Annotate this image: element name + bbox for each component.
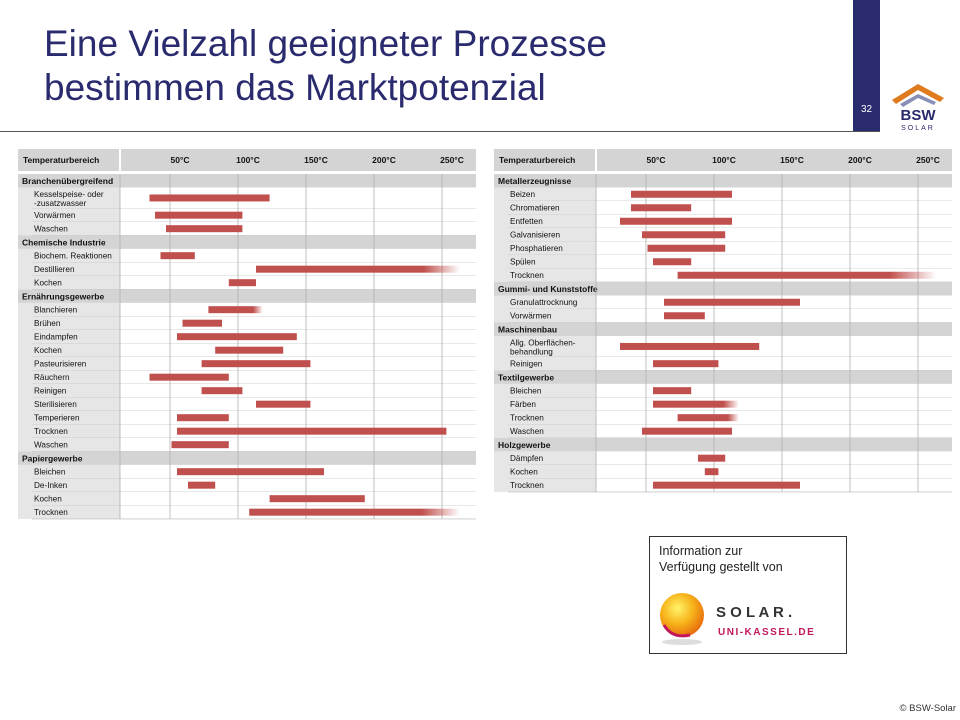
chart-row-label: Chromatieren (510, 203, 560, 213)
chart-row-label: Kochen (34, 494, 62, 504)
chart-range-bar (678, 272, 936, 279)
chart-row-bg (596, 357, 952, 371)
chart-row-label: Dämpfen (510, 453, 544, 463)
chart-range-bar (631, 204, 691, 211)
chart-range-bar (215, 347, 283, 354)
chart-row-label: Vorwärmen (34, 210, 76, 220)
chart-row-bg (120, 276, 476, 290)
sun-shadow-icon (662, 639, 702, 645)
chart-row-bg (120, 330, 476, 344)
chart-header-label: Temperaturbereich (499, 155, 576, 165)
chart-row-bg (596, 451, 952, 465)
chart-tick-label: 50°C (170, 155, 190, 165)
chart-row-bg (596, 384, 952, 398)
chart-range-bar (249, 509, 460, 516)
chart-row-label: Destillieren (34, 264, 75, 274)
chart-range-bar (172, 441, 229, 448)
chart-tick-label: 150°C (304, 155, 328, 165)
chart-range-bar (642, 428, 732, 435)
chart-range-bar (620, 343, 759, 350)
chart-row-label: Eindampfen (34, 332, 78, 342)
solar-logo-text: S O L A R . (716, 604, 793, 621)
chart-row-label: Kochen (34, 278, 62, 288)
chart-row-label: Granulattrocknung (510, 298, 578, 307)
chart-row-label: Blanchieren (34, 305, 78, 315)
chart-row-label: De-Inken (34, 480, 68, 490)
chart-range-bar (150, 194, 270, 201)
chart-tick-label: 200°C (848, 155, 872, 165)
chart-range-bar (653, 258, 691, 265)
chart-row-label: Trocknen (510, 271, 544, 280)
process-temperature-chart-left (18, 149, 476, 521)
chart-row-bg (120, 303, 476, 317)
chart-range-bar (150, 374, 229, 381)
slide-title (44, 22, 834, 110)
solar-logo-subtext: UNI-KASSEL.DE (718, 627, 816, 638)
chart-range-bar (183, 320, 223, 327)
chart-row-label: Trocknen (510, 413, 544, 423)
chart-range-bar (177, 414, 229, 421)
chart-range-bar (664, 299, 800, 306)
chart-tick-label: 100°C (712, 155, 736, 165)
chart-row-bg (596, 309, 952, 323)
chart-row-label: Waschen (34, 224, 68, 234)
chart-group-label: Metallerzeugnisse (498, 176, 572, 186)
chart-row-label: Vorwärmen (510, 311, 552, 321)
chart-row-label: Spülen (510, 257, 536, 267)
chart-row-label: Waschen (34, 440, 68, 450)
chart-range-bar (642, 231, 725, 238)
chart-row-bg (120, 478, 476, 492)
chart-range-bar (177, 468, 324, 475)
chart-row-label: Bleichen (510, 386, 542, 396)
chart-row-label: behandlung (510, 347, 553, 357)
chart-row-bg (596, 411, 952, 425)
chart-header-label: Temperaturbereich (23, 155, 100, 165)
chart-row-label: Sterilisieren (34, 399, 77, 409)
chart-range-bar (653, 401, 739, 408)
chart-tick-label: 100°C (236, 155, 260, 165)
chart-row-label: Kochen (34, 345, 62, 355)
chart-row-label: -zusatzwasser (34, 199, 87, 208)
chart-range-bar (155, 212, 242, 219)
chart-tick-label: 150°C (780, 155, 804, 165)
chart-row-label: Temperieren (34, 413, 80, 423)
chart-range-bar (678, 414, 739, 421)
page-number: 32 (860, 104, 873, 115)
chart-group-header (494, 370, 952, 384)
chart-row-label: Pasteurisieren (34, 359, 87, 369)
chart-group-label: Papiergewerbe (22, 453, 83, 464)
chart-group-label: Holzgewerbe (498, 439, 551, 450)
chart-row-label: Phosphatieren (510, 244, 563, 253)
chart-rows (18, 174, 476, 519)
chart-group-header (18, 451, 476, 465)
chart-range-bar (664, 312, 705, 319)
chart-row-label: Biochem. Reaktionen (34, 251, 112, 261)
info-text (659, 543, 783, 575)
bsw-logo (886, 80, 950, 132)
chart-range-bar (166, 225, 242, 232)
chart-range-bar (698, 455, 725, 462)
chart-range-bar (188, 482, 215, 489)
copyright: © BSW-Solar (899, 703, 956, 714)
chart-row-label: Galvanisieren (510, 230, 561, 240)
chart-row-label: Färben (510, 399, 536, 409)
solar-kassel-logo (656, 587, 842, 649)
slide-title-line2: bestimmen das Marktpotenzial (44, 67, 546, 108)
chart-row-label: Kochen (510, 467, 538, 477)
chart-tick-label: 250°C (916, 155, 940, 165)
chart-range-bar (653, 360, 718, 367)
chart-tick-label: 200°C (372, 155, 396, 165)
chart-row-label: Räuchern (34, 372, 70, 382)
slide-title-line1: Eine Vielzahl geeigneter Prozesse (44, 23, 607, 64)
info-line2: Verfügung gestellt von (659, 560, 783, 574)
chart-group-header (494, 438, 952, 452)
chart-row-label: Reinigen (510, 359, 543, 369)
chart-row-label: Brühen (34, 318, 61, 328)
chart-row-label: Trocknen (510, 480, 544, 490)
chart-group-label: Gummi- und Kunststoffe (498, 284, 598, 294)
chart-group-label: Textilgewerbe (498, 372, 555, 383)
chart-range-bar (256, 266, 460, 273)
chart-range-bar (202, 387, 243, 394)
info-source-box (649, 536, 847, 654)
chart-range-bar (256, 401, 310, 408)
chart-row-bg (120, 384, 476, 398)
bsw-logo-text: BSW (900, 107, 936, 124)
chart-row-label: Trocknen (34, 507, 68, 517)
chart-range-bar (208, 306, 262, 313)
chart-range-bar (229, 279, 256, 286)
chart-row-label: Bleichen (34, 467, 66, 477)
chart-row-bg (596, 397, 952, 411)
chart-group-label: Ernährungsgewerbe (22, 291, 105, 302)
chart-row-bg (120, 343, 476, 357)
chart-group-label: Branchenübergreifend (22, 176, 114, 186)
chart-range-bar (705, 468, 719, 475)
chart-row-label: Entfetten (510, 217, 543, 226)
chart-range-bar (653, 387, 691, 394)
chart-row-bg (596, 465, 952, 479)
chart-row-bg (596, 255, 952, 269)
chart-range-bar (177, 333, 297, 340)
chart-row-label: Trocknen (34, 426, 68, 436)
chart-tick-label: 250°C (440, 155, 464, 165)
chart-range-bar (161, 252, 195, 259)
process-temperature-chart-right (494, 149, 952, 494)
chart-range-bar (177, 428, 446, 435)
chart-group-label: Maschinenbau (498, 324, 558, 335)
chart-range-bar (270, 495, 365, 502)
chart-range-bar (648, 245, 726, 252)
header-divider (0, 131, 880, 132)
chart-row-label: Reinigen (34, 386, 67, 396)
chart-range-bar (202, 360, 311, 367)
chart-row-label: Beizen (510, 190, 536, 199)
chart-group-header (494, 323, 952, 337)
chart-row-label: Kesselspeise- oder (34, 190, 104, 199)
chart-row-label: Allg. Oberflächen- (510, 338, 576, 348)
chart-group-label: Chemische Industrie (22, 237, 106, 248)
chart-range-bar (631, 191, 732, 198)
chart-range-bar (620, 218, 732, 225)
chart-tick-label: 50°C (646, 155, 666, 165)
bsw-logo-subtext: SOLAR (901, 125, 935, 132)
chart-row-bg (120, 316, 476, 330)
chart-row-label: Waschen (510, 426, 544, 436)
chart-row-bg (120, 411, 476, 425)
info-line1: Information zur (659, 544, 743, 558)
chart-range-bar (653, 482, 800, 489)
